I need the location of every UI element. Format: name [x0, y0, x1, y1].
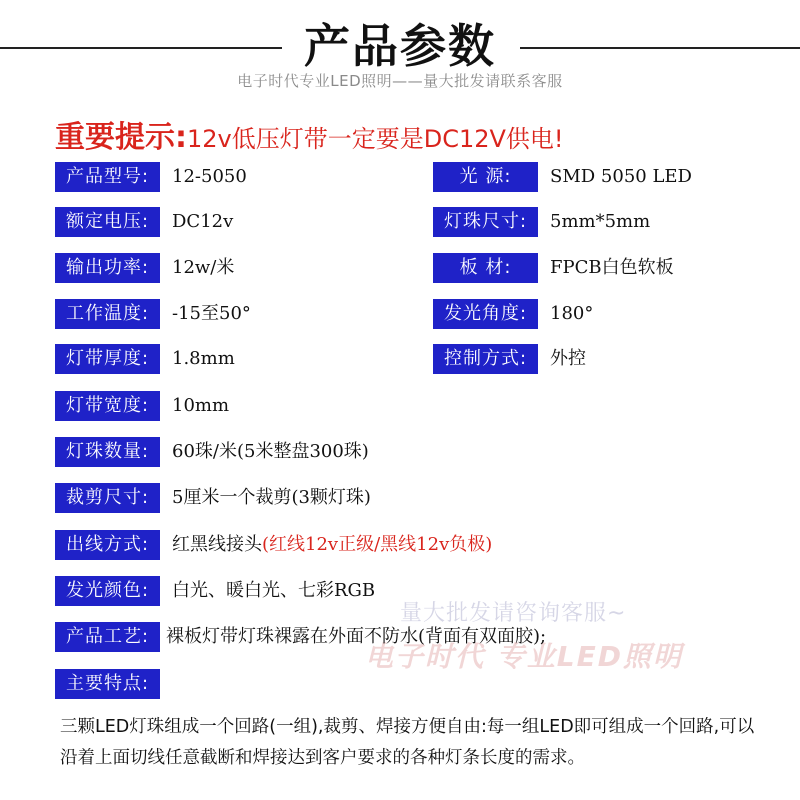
wire-value [172, 530, 492, 560]
bead-size-label: 灯珠尺寸: [433, 207, 538, 237]
thickness-value: 1.8mm [172, 348, 235, 369]
bead-size-value: 5mm*5mm [550, 211, 651, 232]
model-value: 12-5050 [172, 166, 247, 187]
wire-value-polarity: (红线12v正级/黑线12v负极) [262, 534, 493, 555]
power-value: 12w/米 [172, 257, 235, 278]
bead-count-value: 60珠/米(5米整盘300珠) [172, 441, 369, 462]
cut-size-label: 裁剪尺寸: [55, 483, 160, 513]
board-label: 板 材: [433, 253, 538, 283]
craft-value: 裸板灯带灯珠裸露在外面不防水(背面有双面胶); [166, 626, 547, 647]
voltage-value: DC12v [172, 211, 234, 232]
watermark-contact: 量大批发请咨询客服~ [400, 601, 627, 626]
page-title: 产品参数 [304, 19, 496, 73]
board-value: FPCB白色软板 [550, 257, 674, 278]
power-label: 输出功率: [55, 253, 160, 283]
source-value: SMD 5050 LED [550, 166, 692, 187]
watermark-brand: 电子时代 专业LED照明 [365, 640, 683, 673]
notice-text: 12v低压灯带一定要是DC12V供电! [187, 125, 564, 153]
craft-label: 产品工艺: [55, 622, 160, 652]
angle-label: 发光角度: [433, 299, 538, 329]
angle-value: 180° [550, 303, 594, 324]
light-color-label: 发光颜色: [55, 576, 160, 606]
features-label: 主要特点: [55, 669, 160, 699]
thickness-label: 灯带厚度: [55, 344, 160, 374]
wire-label: 出线方式: [55, 530, 160, 560]
wire-value-main: 红黑线接头 [172, 534, 262, 555]
temperature-value: -15至50° [172, 303, 251, 324]
notice-lead: 重要提示: [55, 120, 187, 155]
light-color-value: 白光、暖白光、七彩RGB [172, 580, 376, 601]
width-label: 灯带宽度: [55, 391, 160, 421]
voltage-label: 额定电压: [55, 207, 160, 237]
control-value: 外控 [550, 348, 586, 369]
page-subtitle: 电子时代专业LED照明——量大批发请联系客服 [237, 72, 563, 90]
important-notice [55, 112, 564, 156]
control-label: 控制方式: [433, 344, 538, 374]
temperature-label: 工作温度: [55, 299, 160, 329]
model-label: 产品型号: [55, 162, 160, 192]
width-value: 10mm [172, 395, 230, 416]
features-description: 三颗LED灯珠组成一个回路(一组),裁剪、焊接方便自由:每一组LED即可组成一个回路,可以沿着上面切线任意截断和焊接达到客户要求的各种灯条长度的需求。 [60, 717, 755, 768]
bead-count-label: 灯珠数量: [55, 437, 160, 467]
source-label: 光 源: [433, 162, 538, 192]
cut-size-value: 5厘米一个裁剪(3颗灯珠) [172, 487, 371, 508]
